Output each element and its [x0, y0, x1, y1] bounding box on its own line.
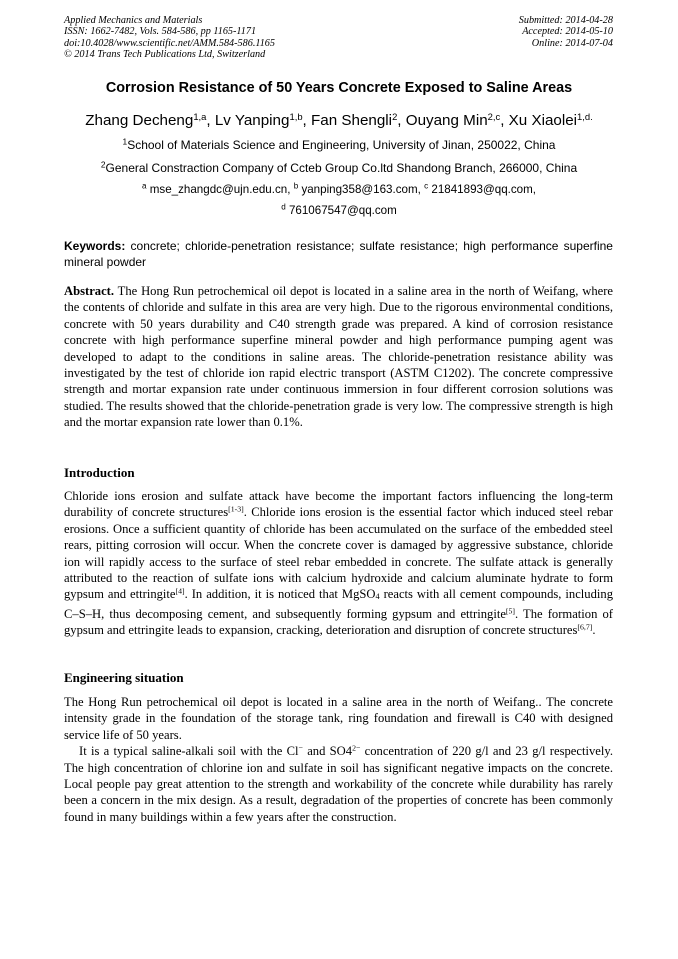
- online-date: Online: 2014-07-04: [531, 37, 613, 49]
- superscript: −: [298, 743, 303, 753]
- affiliation-mark: 1: [122, 136, 128, 147]
- affiliation-2: [0, 161, 678, 175]
- journal-header-left: [64, 15, 275, 61]
- intro-text: reacts with all cement compounds, including C–S–H, thus decomposing cement, and subsequently forming gypsum and ettringite: [64, 587, 613, 622]
- journal-name: Applied Mechanics and Materials: [64, 15, 203, 26]
- engineering-section: [64, 694, 613, 825]
- abstract-block: [64, 283, 613, 431]
- abstract-label: Abstract.: [64, 284, 115, 298]
- author-list: Zhang Decheng$^{1,a}$, Lv Yanping$^{1,b}$, Fan Shengli$^2$, Ouyang Min$^{2,c}$, Xu Xiaolei$^{1,d.}$: [85, 110, 593, 129]
- citation-ref[interactable]: [4]: [175, 587, 185, 597]
- intro-text: .: [592, 623, 596, 638]
- affiliation-mark: 2: [100, 159, 106, 170]
- email-link[interactable]: mse_zhangdc@ujn.edu.cn,: [149, 183, 291, 196]
- email-link[interactable]: yanping358@163.com,: [301, 183, 421, 196]
- keywords-text: concrete; chloride-penetration resistance; sulfate resistance; high performance superfine mineral powder: [64, 239, 613, 269]
- accepted-date: Accepted: 2014-05-10: [522, 26, 613, 38]
- author-name: Fan Shengli: [311, 112, 393, 129]
- eng-text: It is a typical saline-alkali soil with the Cl: [79, 744, 299, 759]
- copyright-line: © 2014 Trans Tech Publications Ltd, Switzerland: [64, 49, 266, 61]
- author-affiliation-mark: 2,c: [487, 110, 501, 122]
- intro-text: . In addition, it is noticed that MgSO: [184, 587, 376, 602]
- author-name: Xu Xiaolei: [508, 112, 578, 129]
- engineering-paragraph-2: [64, 743, 613, 825]
- author-name: Ouyang Min: [405, 112, 488, 129]
- section-heading-introduction: Introduction: [64, 465, 135, 480]
- keywords-block: [64, 238, 613, 270]
- doi-line: doi:10.4028/www.scientific.net/AMM.584-586.1165: [64, 37, 275, 49]
- author-name: Zhang Decheng: [85, 112, 194, 129]
- citation-ref[interactable]: [5]: [505, 606, 516, 616]
- author-affiliation-mark: 1,a: [193, 110, 207, 122]
- email-line-1: [0, 183, 678, 196]
- engineering-paragraph-1: The Hong Run petrochemical oil depot is located in a saline area in the north of Weifang.. The concrete intensity grade in the foundation of the storage tank, ring foundation and firewall is C40 with designed service life of 50 years.: [64, 695, 613, 742]
- affiliation-text: General Constraction Company of Ccteb Group Co.ltd Shandong Branch, 266000, China: [105, 161, 578, 175]
- email-mark: d: [281, 202, 286, 212]
- email-mark: c: [424, 181, 429, 191]
- journal-header-right: [519, 15, 613, 49]
- section-heading-engineering: Engineering situation: [64, 670, 184, 685]
- intro-text: Chloride ions erosion and sulfate attack have become the important factors influencing the long-term durability of concrete structures: [64, 489, 613, 520]
- email-line-2: [0, 204, 678, 217]
- issn-line: ISSN: 1662-7482, Vols. 584-586, pp 1165-1171: [64, 26, 257, 38]
- author-name: Lv Yanping: [214, 112, 290, 129]
- abstract-text: The Hong Run petrochemical oil depot is located in a saline area in the north of Weifang, where the contents of chloride and sulfate in this area are very high. Due to the rigorous environmental conditions, concrete with 50 years durability and C40 strength grade was prepared. A kind of corrosion resistance concrete with high performance superfine mineral powder and high performance pumping agent was developed to adapt to the conditions in saline areas. The chloride-penetration resistance ability was investigated by the test of chloride ion rapid electric transport (ASTM C1202). The concrete compressive strength and mortar expansion rate under continuous immersion in four different corrosion solutions was studied. The results showed that the chloride-penetration grade is very low. The compressive strength is high and the mortar expansion rate lower than 0.1%.: [64, 284, 614, 430]
- intro-text: . Chloride ions erosion is the essential factor which induced steel rebar erosions. Once a sufficient quantity of chloride has been accumulated on the surface of the embedded steel rears, pitting corrosion will occur. When the concrete cover is damaged by aggressive substance, chloride ion will rapidly access to the surface of steel rebar embedded in concrete. The sulfate attack is generally attributed to the reaction of sulfate ions with calcium hydroxide and calcium aluminate hydrate to form gypsum and ettringite: [64, 505, 613, 602]
- superscript: 2−: [352, 743, 361, 753]
- introduction-paragraph: [64, 488, 613, 639]
- intro-text: . The formation of gypsum and ettringite leads to expansion, cracking, deterioration and disruption of concrete structures: [64, 607, 613, 638]
- paper-title: Corrosion Resistance of 50 Years Concrete Exposed to Saline Areas: [105, 80, 573, 96]
- email-mark: a: [142, 181, 147, 191]
- author-affiliation-mark: 1,b: [289, 110, 303, 122]
- email-mark: b: [293, 181, 299, 191]
- eng-text: and SO4: [302, 744, 353, 759]
- affiliation-text: School of Materials Science and Engineering, University of Jinan, 250022, China: [127, 138, 556, 152]
- subscript: 4: [375, 592, 380, 602]
- keywords-label: Keywords:: [64, 239, 126, 253]
- eng-text: concentration of 220 g/l and 23 g/l respectively. The high concentration of chlorine ion and sulfate in soil has significant negative impacts on the concrete. Local people pay great attention to the strength and workability of the concrete while durability has rarely been a concern in the mix design. As a result, degradation of the properties of concrete has been commonly found in many buildings within a few years after the construction.: [64, 744, 613, 824]
- citation-ref[interactable]: [1-3]: [228, 505, 244, 515]
- email-link[interactable]: 21841893@qq.com,: [431, 183, 536, 196]
- email-link[interactable]: 761067547@qq.com: [288, 204, 397, 217]
- submitted-date: Submitted: 2014-04-28: [518, 15, 613, 26]
- author-affiliation-mark: 2: [392, 110, 398, 122]
- author-affiliation-mark: 1,d.: [577, 110, 593, 122]
- affiliation-1: [0, 138, 678, 152]
- citation-ref[interactable]: [6,7]: [577, 623, 593, 633]
